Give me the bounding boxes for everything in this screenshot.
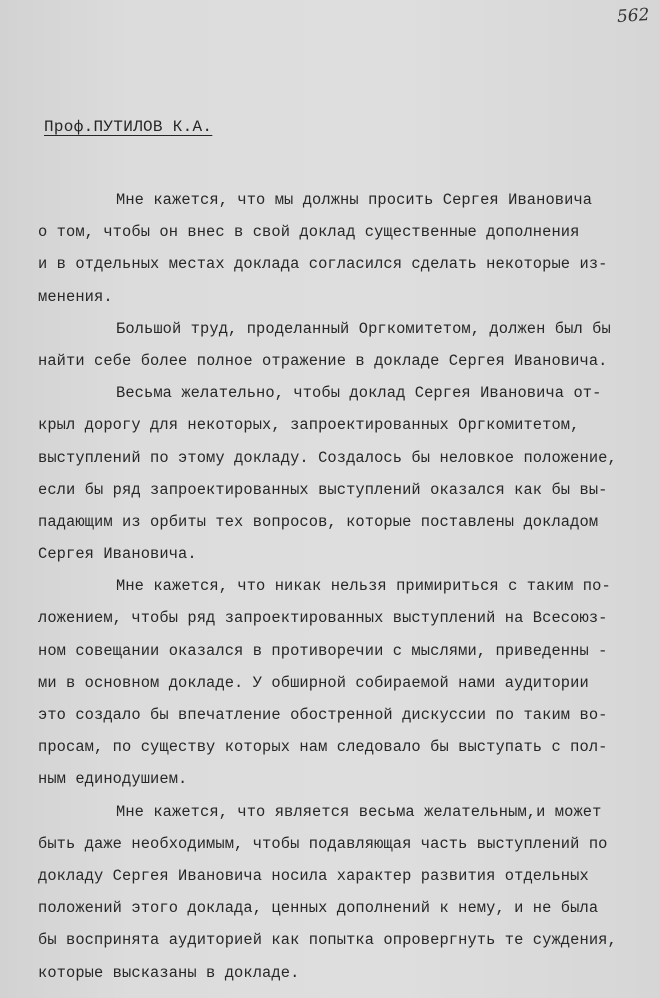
text-line: крыл дорогу для некоторых, запроектированных Оргкомитетом, bbox=[38, 416, 580, 435]
text-line: быть даже необходимым, чтобы подавляющая часть выступлений по bbox=[38, 834, 608, 853]
text-line: менения. bbox=[38, 287, 113, 306]
document-body bbox=[38, 184, 638, 989]
text-line: положений этого доклада, ценных дополнений к нему, и не была bbox=[38, 899, 599, 918]
page-number: 562 bbox=[615, 4, 650, 28]
text-line: если бы ряд запроектированных выступлений оказался как бы вы- bbox=[38, 480, 608, 499]
text-line: о том, чтобы он внес в свой доклад существенные дополнения bbox=[38, 223, 580, 242]
text-line: Весьма желательно, чтобы доклад Сергея Ивановича от- bbox=[116, 384, 602, 403]
text-line: докладу Сергея Ивановича носила характер развития отдельных bbox=[38, 866, 589, 885]
text-line: падающим из орбиты тех вопросов, которые поставлены докладом bbox=[38, 512, 599, 531]
text-line: Мне кажется, что является весьма желательным,и может bbox=[116, 802, 602, 821]
text-line: ным единодушием. bbox=[38, 770, 188, 789]
text-line: бы воспринята аудиторией как попытка опровергнуть те суждения, bbox=[38, 931, 617, 950]
text-line: найти себе более полное отражение в докладе Сергея Ивановича. bbox=[38, 351, 608, 370]
text-line: которые высказаны в докладе. bbox=[38, 963, 300, 982]
text-line: Мне кажется, что мы должны просить Сергея Ивановича bbox=[116, 191, 593, 209]
text-line: ложением, чтобы ряд запроектированных выступлений на Всесоюз- bbox=[38, 609, 608, 628]
text-line: выступлений по этому докладу. Создалось бы неловкое положение, bbox=[38, 448, 617, 467]
text-line: Сергея Ивановича. bbox=[38, 545, 197, 564]
text-line: Большой труд, проделанный Оргкомитетом, должен был бы bbox=[116, 319, 611, 338]
text-line: ми в основном докладе. У обширной собираемой нами аудитории bbox=[38, 673, 589, 692]
text-line: ном совещании оказался в противоречии с мыслями, приведенны - bbox=[38, 641, 608, 660]
text-line: и в отдельных местах доклада согласился сделать некоторые из- bbox=[38, 255, 608, 274]
text-line: Мне кажется, что никак нельзя примириться с таким по- bbox=[116, 577, 611, 596]
speaker-heading: Проф.ПУТИЛОВ К.А. bbox=[44, 118, 213, 136]
text-line: это создало бы впечатление обостренной дискуссии по таким во- bbox=[38, 706, 608, 724]
text-line: просам, по существу которых нам следовало бы выступать с пол- bbox=[38, 738, 608, 757]
